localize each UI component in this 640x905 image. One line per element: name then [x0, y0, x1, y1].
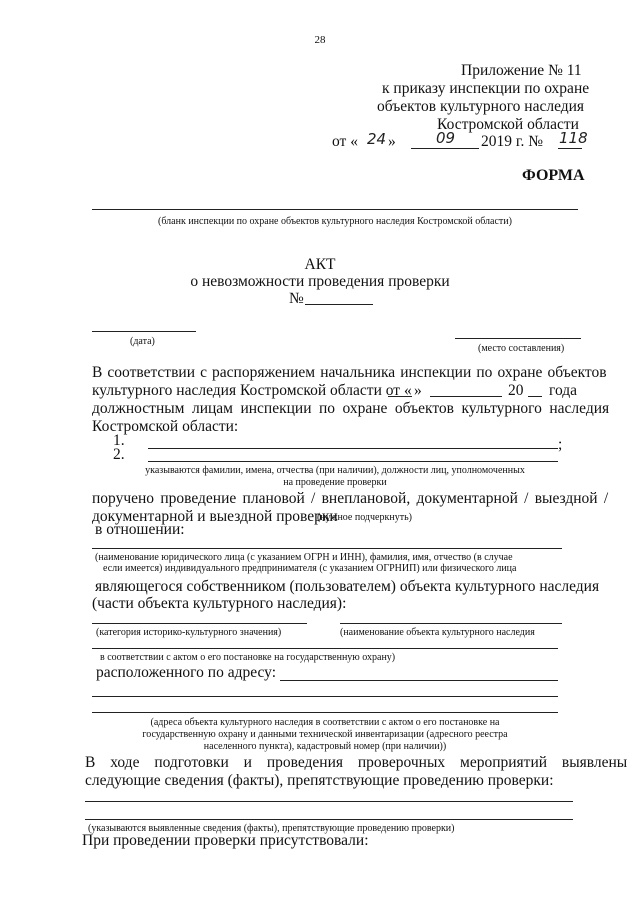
- underline-note: (нужное подчеркнуть): [317, 512, 412, 523]
- page-number: 28: [314, 34, 326, 46]
- date-caption: (дата): [130, 336, 155, 347]
- address-caption: населенного пункта), кадастровый номер (при наличии)): [203, 741, 447, 752]
- paragraph-line: (части объекта культурного наследия):: [92, 595, 347, 612]
- address-line-3: [92, 712, 558, 713]
- official-line-1: [148, 448, 558, 449]
- act-number-label: №: [289, 290, 304, 307]
- act-number-line: [305, 304, 373, 305]
- order-year-blank: [528, 396, 542, 397]
- official-line-2: [148, 461, 558, 462]
- order-ref-line: объектов культурного наследия: [377, 98, 585, 115]
- order-month-handwritten: 09: [436, 129, 456, 147]
- heritage-name-line-2: [92, 648, 558, 649]
- paragraph-line: документарной и выездной проверки: [92, 508, 338, 525]
- address-caption: (адреса объекта культурного наследия в соответствии с актом о его постановке на: [150, 717, 500, 728]
- paragraph-text: »: [414, 382, 422, 399]
- officials-caption: указываются фамилии, имена, отчества (при наличии), должности лиц, уполномоченных: [145, 465, 525, 476]
- order-ref-line: Костромской области: [437, 116, 579, 133]
- order-date-close: »: [388, 133, 396, 150]
- heritage-name-line: [340, 623, 562, 624]
- act-title: АКТ: [304, 256, 336, 273]
- place-caption: (место составления): [478, 343, 565, 354]
- facts-line-1: [85, 801, 573, 802]
- order-year-number-label: 2019 г. №: [481, 133, 544, 150]
- paragraph-line: культурного наследия Костромской области от «: [92, 382, 412, 399]
- paragraph-line: являющегося собственником (пользователем) объекта культурного наследия: [95, 578, 600, 595]
- paragraph-line: В соответствии с распоряжением начальника инспекции по охране объектов: [92, 364, 607, 381]
- form-label: ФОРМА: [522, 167, 585, 184]
- paragraph-line: должностным лицам инспекции по охране объектов культурного наследия: [92, 400, 610, 417]
- category-line: [92, 623, 307, 624]
- heritage-name-caption: (наименование объекта культурного наследия: [340, 627, 535, 638]
- paragraph-line: следующие сведения (факты), препятствующие проведению проверки:: [85, 772, 554, 789]
- list-item-number: 1.: [113, 432, 125, 449]
- place-line: [455, 338, 581, 339]
- paragraph-line: поручено проведение плановой / внеплановой, документарной / выездной /: [92, 490, 609, 507]
- paragraph-line: В ходе подготовки и проведения проверочных мероприятий выявлены: [85, 754, 628, 771]
- category-caption: (категория историко-культурного значения): [96, 627, 282, 638]
- paragraph-text: 20: [508, 382, 524, 399]
- address-caption: государственную охрану и данными технической инвентаризации (адресного реестра: [142, 729, 508, 740]
- facts-caption: (указываются выявленные сведения (факты), препятствующие проведению проверки): [88, 823, 455, 834]
- address-line-1: [280, 680, 558, 681]
- registration-caption: в соответствии с актом о его постановке на государственную охрану): [100, 652, 396, 663]
- paragraph-line: в отношении:: [95, 521, 185, 538]
- month-underline: [411, 148, 479, 149]
- entity-line: [92, 548, 562, 549]
- blank-caption: (бланк инспекции по охране объектов культурного наследия Костромской области): [158, 216, 512, 227]
- officials-caption: на проведение проверки: [283, 477, 387, 488]
- order-day-handwritten: 24: [367, 130, 387, 148]
- appendix-title: Приложение № 11: [461, 62, 582, 79]
- list-item-number: 2.: [113, 446, 125, 463]
- paragraph-line: расположенного по адресу:: [96, 664, 276, 681]
- address-line-2: [92, 696, 558, 697]
- paragraph-line: При проведении проверки присутствовали:: [82, 832, 369, 849]
- order-date-prefix: от «: [332, 133, 358, 150]
- entity-caption: если имеется) индивидуального предпринимателя (с указанием ОГРНИП) или физического лица: [103, 563, 517, 574]
- number-underline: [558, 148, 582, 149]
- order-ref-line: к приказу инспекции по охране: [382, 80, 590, 97]
- paragraph-text: года: [549, 382, 578, 399]
- paragraph-line: Костромской области:: [92, 418, 239, 435]
- order-day-blank: [388, 396, 412, 397]
- act-subtitle: о невозможности проведения проверки: [190, 273, 450, 290]
- list-item-end: ;: [558, 436, 563, 453]
- entity-caption: (наименование юридического лица (с указанием ОГРН и ИНН), фамилия, имя, отчество (в случае: [95, 552, 513, 563]
- order-number-handwritten: 118: [559, 129, 588, 147]
- facts-line-2: [85, 819, 573, 820]
- date-line: [92, 331, 196, 332]
- blank-line: [92, 209, 578, 210]
- order-month-blank: [430, 396, 502, 397]
